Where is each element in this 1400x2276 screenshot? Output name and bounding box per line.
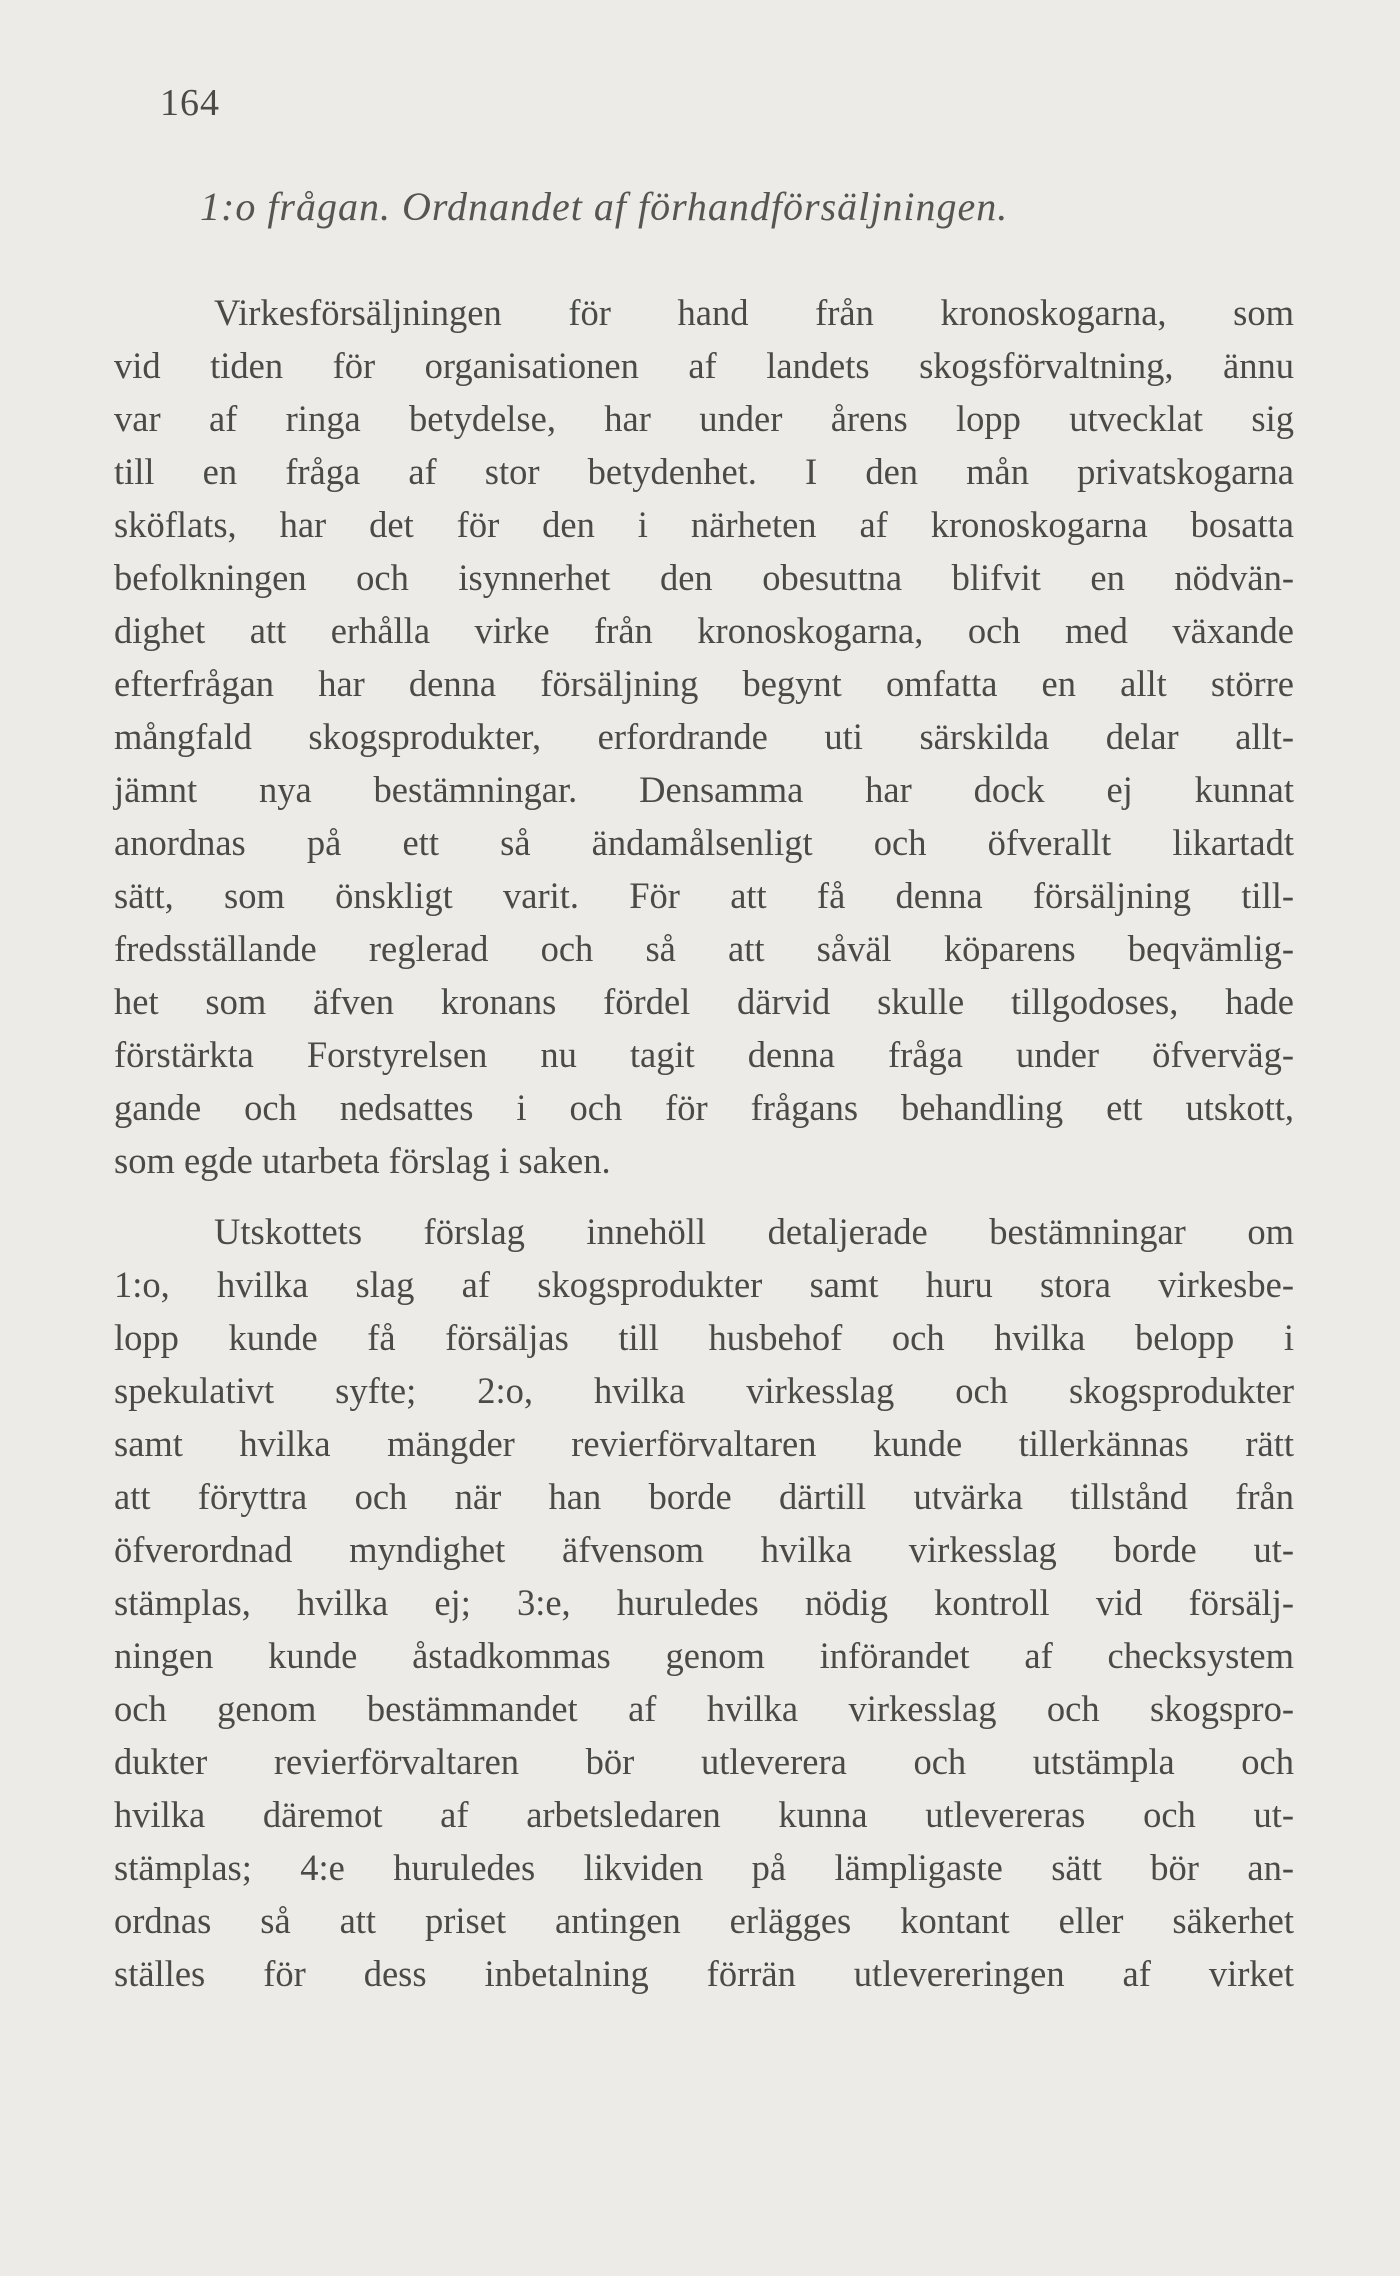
text-line: stämplas, hvilka ej; 3:e, huruledes nödig kontroll vid försälj- xyxy=(114,1582,1294,1623)
text-line: Virkesförsäljningen för hand från kronoskogarna, som xyxy=(214,292,1294,333)
text-line: mångfald skogsprodukter, erfordrande uti särskilda delar allt- xyxy=(114,716,1294,757)
text-line: vid tiden för organisationen af landets skogsförvaltning, ännu xyxy=(114,345,1294,386)
text-line: ningen kunde åstadkommas genom införandet af checksystem xyxy=(114,1635,1294,1676)
text-line: spekulativt syfte; 2:o, hvilka virkesslag och skogsprodukter xyxy=(114,1370,1294,1411)
text-line: befolkningen och isynnerhet den obesuttna blifvit en nödvän- xyxy=(114,557,1294,598)
text-line: stämplas; 4:e huruledes likviden på lämpligaste sätt bör an- xyxy=(114,1847,1294,1888)
text-line: gande och nedsattes i och för frågans behandling ett utskott, xyxy=(114,1087,1294,1128)
text-line: öfverordnad myndighet äfvensom hvilka virkesslag borde ut- xyxy=(114,1529,1294,1570)
text-line: ordnas så att priset antingen erlägges kontant eller säkerhet xyxy=(114,1900,1294,1941)
text-line: ställes för dess inbetalning förrän utlevereringen af virket xyxy=(114,1953,1294,1994)
text-line: fredsställande reglerad och så att såväl köparens beqvämlig- xyxy=(114,928,1294,969)
text-line: anordnas på ett så ändamålsenligt och öfverallt likartadt xyxy=(114,822,1294,863)
text-line: jämnt nya bestämningar. Densamma har dock ej kunnat xyxy=(114,769,1294,810)
text-line: sätt, som önskligt varit. För att få denna försäljning till- xyxy=(114,875,1294,916)
text-line: het som äfven kronans fördel därvid skulle tillgodoses, hade xyxy=(114,981,1294,1022)
text-line: efterfrågan har denna försäljning begynt omfatta en allt större xyxy=(114,663,1294,704)
text-line: Utskottets förslag innehöll detaljerade bestämningar om xyxy=(214,1211,1294,1252)
text-line: hvilka däremot af arbetsledaren kunna utlevereras och ut- xyxy=(114,1794,1294,1835)
text-line: lopp kunde få försäljas till husbehof och hvilka belopp i xyxy=(114,1317,1294,1358)
paragraph-1 xyxy=(114,286,1294,1187)
text-line: dighet att erhålla virke från kronoskogarna, och med växande xyxy=(114,610,1294,651)
text-line: förstärkta Forstyrelsen nu tagit denna fråga under öfverväg- xyxy=(114,1034,1294,1075)
text-line: dukter revierförvaltaren bör utleverera och utstämpla och xyxy=(114,1741,1294,1782)
text-line: samt hvilka mängder revierförvaltaren kunde tillerkännas rätt xyxy=(114,1423,1294,1464)
paragraph-2 xyxy=(114,1205,1294,2000)
text-line: till en fråga af stor betydenhet. I den mån privatskogarna xyxy=(114,451,1294,492)
text-line: var af ringa betydelse, har under årens lopp utvecklat sig xyxy=(114,398,1294,439)
text-line: som egde utarbeta förslag i saken. xyxy=(114,1140,611,1181)
text-line: sköflats, har det för den i närheten af kronoskogarna bosatta xyxy=(114,504,1294,545)
section-heading: 1:o frågan. Ordnandet af förhandförsäljningen. xyxy=(200,184,1009,229)
text-line: att föryttra och när han borde därtill utvärka tillstånd från xyxy=(114,1476,1294,1517)
text-line: 1:o, hvilka slag af skogsprodukter samt huru stora virkesbe- xyxy=(114,1264,1294,1305)
page-number: 164 xyxy=(160,82,220,124)
text-line: och genom bestämmandet af hvilka virkesslag och skogspro- xyxy=(114,1688,1294,1729)
